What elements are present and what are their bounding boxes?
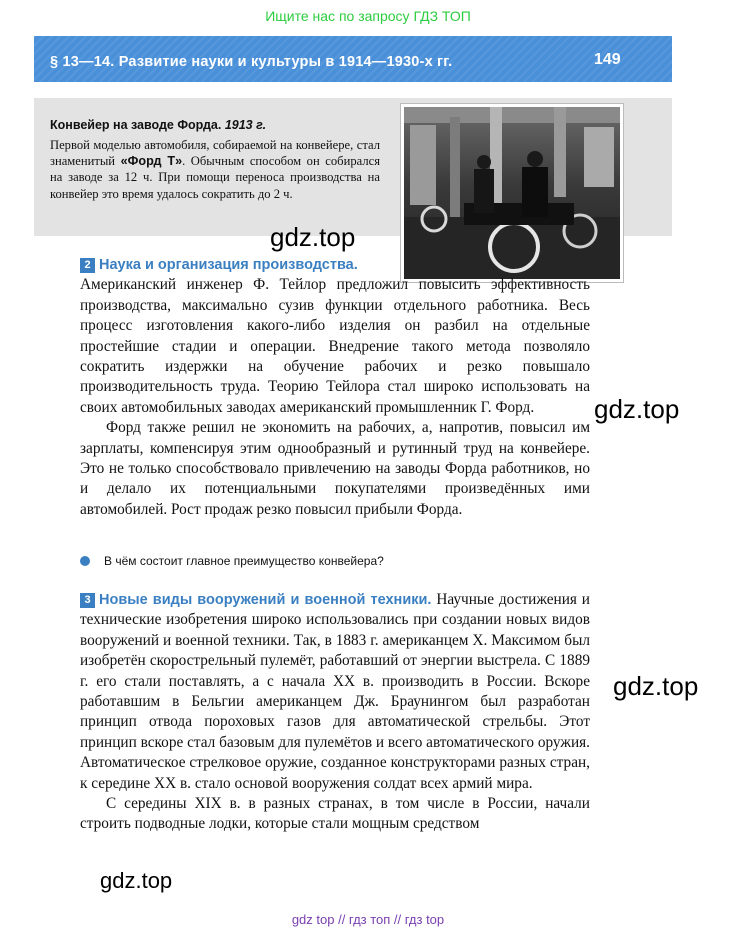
section-2-text-1: Американский инженер Ф. Тейлор предложил повысить эффективность производства, максимально сузив функции отдельного работника. Весь процесс изготовления какого-либо изделия он разбил на отдельные простейшие стадии и операции. Внедрение такого метода позволяло сократить издержки на обучение рабочих и резко повышало производительность труда. Теорию Тейлора стал широко использовать на своих автомобильных заводах американский промышленник Г. Форд. (80, 276, 590, 416)
section-3-heading: Новые виды вооружений и военной техники. (99, 592, 432, 608)
watermark: gdz.top (100, 868, 173, 893)
caption-text (50, 137, 380, 202)
page-header-title: § 13—14. Развитие науки и культуры в 1914—1930-х гг. (50, 54, 453, 70)
watermark: gdz.top (270, 222, 356, 252)
section-3-paragraph-2: С середины XIX в. в разных странах, в том числе в России, начали строить подводные лодки, которые стали мощным средством (80, 795, 590, 833)
photo-illustration (404, 107, 620, 279)
caption-title (50, 118, 266, 132)
section-3-paragraph-1 (80, 590, 590, 794)
question-bullet-icon (80, 556, 90, 566)
caption-title-main: Конвейер на заводе Форда. (50, 118, 225, 132)
watermark: gdz.top (594, 394, 680, 424)
section-2-heading: Наука и организация производства. (99, 257, 358, 273)
watermark: gdz.top (613, 671, 699, 701)
top-banner[interactable]: Ищите нас по запросу ГДЗ ТОП (265, 8, 471, 24)
section-3-text-1: Научные достижения и технические изобретения широко использовались при создании новых видов вооружений и военной техники. Так, в 1883 г. американцем Х. Максимом был изобретён скорострельный пулемёт, работавший от энергии выстрела. С 1889 г. его стали поставлять, а с начала XX в. производить в России. Вскоре работавшим в Бельгии американцем Дж. Браунингом был разработан принцип отвода пороховых газов для автоматической стрельбы. Этот принцип вскоре стал базовым для пулемётов и всего автоматического оружия. Автоматическое стрелковое оружие, созданное конструкторами разных стран, к середине XX в. стало основой вооружения солдат всех армий мира. (80, 591, 590, 792)
section-3 (80, 590, 590, 835)
section-2 (80, 255, 590, 520)
page-number: 149 (594, 51, 621, 68)
section-2-paragraph-1 (80, 255, 590, 418)
section-2-paragraph-2: Форд также решил не экономить на рабочих, а, напротив, повысил им зарплаты, компенсируя этим однообразный и рутинный труд на конвейере. Это не только способствовало привлечению на заводы Форда работников, но и делало их потенциальными покупателями произведённых ими автомобилей. Рост продаж резко повысил прибыли Форда. (80, 419, 590, 518)
review-question: В чём состоит главное преимущество конвейера? (104, 554, 384, 568)
caption-text-bold: «Форд Т» (120, 154, 183, 169)
footer-links[interactable]: gdz top // гдз топ // гдз top (291, 912, 445, 927)
section-number-badge: 3 (80, 593, 95, 608)
caption-text-2: . Обычным способом он собирался на заводе за 12 ч. При помощи переноса производства на конвейер это время удалось сократить до 2 ч. (50, 154, 380, 201)
section-number-badge: 2 (80, 258, 95, 273)
caption-title-year: 1913 г. (224, 118, 267, 132)
caption-text-1: Первой моделью автомобиля, собираемой на конвейере, стал знаменитый (50, 138, 380, 169)
